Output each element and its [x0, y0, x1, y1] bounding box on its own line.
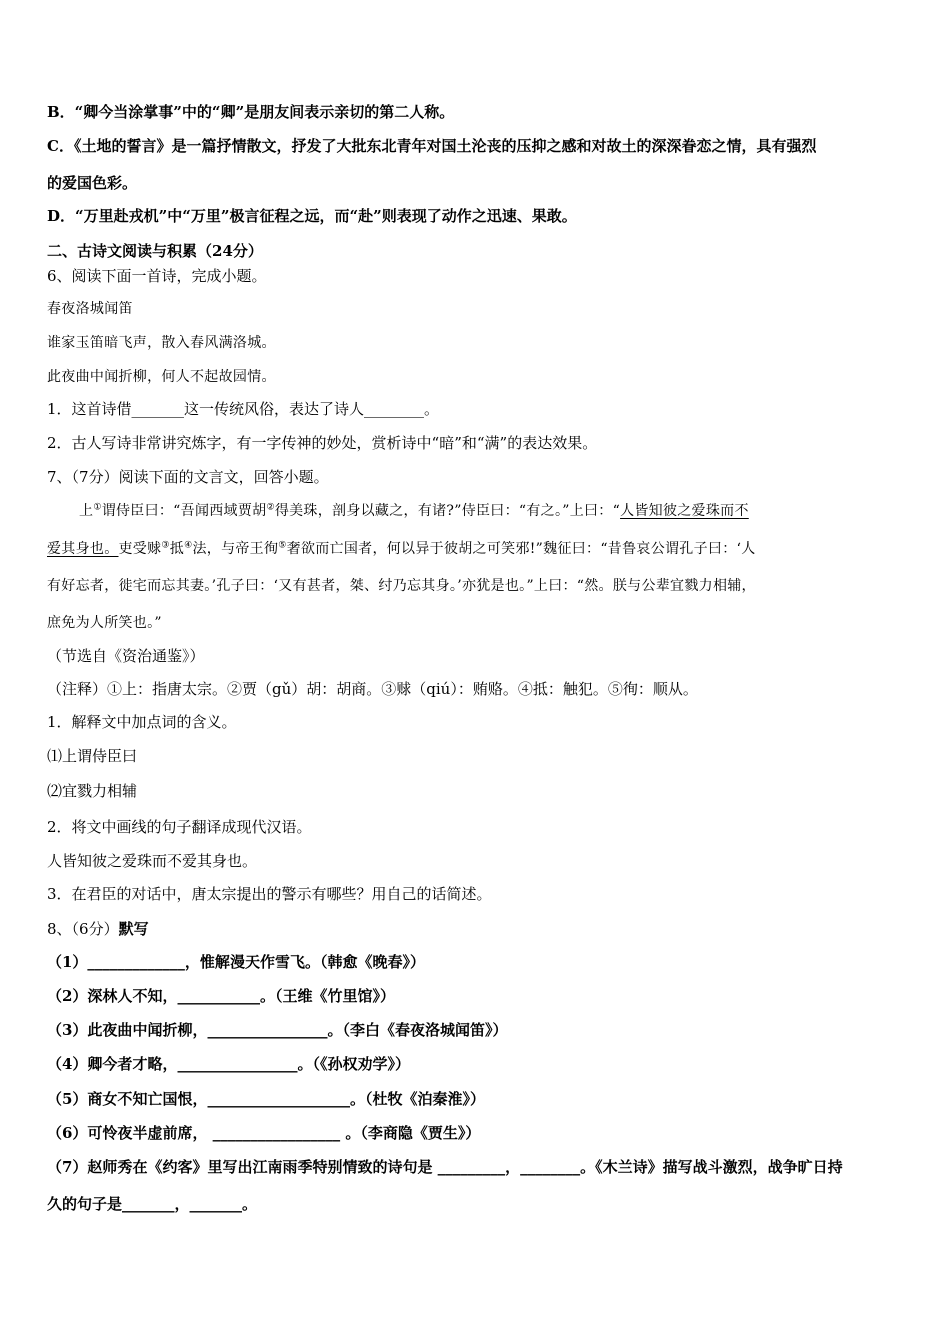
poem-title: 春夜洛城闻笛	[47, 301, 133, 317]
passage-text: 得美珠，剖身以藏之，有诸?”侍臣曰：“有之。”上曰：“	[274, 503, 621, 519]
q7-intro: 7、（7分）阅读下面的文言文，回答小题。	[47, 468, 329, 486]
q6-sub1: 1．这首诗借_______这一传统风俗，表达了诗人________。	[47, 400, 440, 418]
q8-item-7-line1: （7）赵师秀在《约客》里写出江南雨季特别情致的诗句是 _________，________。《木兰诗》描写战斗激烈，战争旷日持	[47, 1158, 843, 1176]
underlined-sentence: 人皆知彼之爱珠而不	[620, 503, 749, 519]
passage-notes: （注释）①上：指唐太宗。②贾（gǔ）胡：胡商。③赇（qiú）：贿赂。④抵：触犯。⑤徇：顺从。	[47, 680, 698, 698]
passage-line-4: 庶免为人所笑也。”	[47, 615, 162, 631]
note-marker: ①	[93, 502, 102, 513]
q8-intro	[47, 919, 149, 939]
passage-source: （节选自《资治通鉴》）	[47, 647, 205, 665]
passage-text: 抵	[169, 541, 185, 557]
q7-sub2-sentence: 人皆知彼之爱珠而不爱其身也。	[47, 852, 258, 870]
option-b: B．“卿今当涂掌事”中的“卿”是朋友间表示亲切的第二人称。	[47, 103, 455, 121]
passage-text: 法，与帝王徇	[192, 541, 279, 557]
note-marker: ③	[161, 540, 170, 551]
passage-text: 上	[79, 503, 94, 519]
q6-intro: 6、阅读下面一首诗，完成小题。	[47, 267, 267, 285]
passage-text: 谓侍臣曰：“吾闻西域贾胡	[101, 503, 267, 519]
poem-line-2: 此夜曲中闻折柳，何人不起故园情。	[47, 369, 276, 385]
passage-line-2	[47, 539, 756, 559]
passage-text: 吏受赇	[118, 541, 162, 557]
note-marker: ②	[266, 502, 275, 513]
passage-text: 奢欲而亡国者，何以异于彼胡之可笑邪!”魏征曰：“昔鲁哀公谓孔子曰：‘人	[286, 541, 756, 557]
q8-item-7-line2: 久的句子是_______，_______。	[47, 1195, 258, 1213]
q7-sub1-a: ⑴上谓侍臣曰	[47, 747, 138, 765]
option-c-line2: 的爱国色彩。	[47, 174, 138, 192]
q6-sub2: 2．古人写诗非常讲究炼字，有一字传神的妙处，赏析诗中“暗”和“满”的表达效果。	[47, 434, 598, 452]
q8-title: 默写	[118, 920, 149, 938]
q8-item-3: （3）此夜曲中闻折柳，________________。（李白《春夜洛城闻笛》）	[47, 1021, 508, 1039]
passage-line-1	[79, 501, 749, 521]
q7-sub1-b: ⑵宜戮力相辅	[47, 782, 138, 800]
note-marker: ⑤	[278, 540, 287, 551]
q8-item-1: （1）_____________，惟解漫天作雪飞。（韩愈《晚春》）	[47, 953, 425, 971]
q8-item-6: （6）可怜夜半虚前席， _________________ 。（李商隐《贾生》）	[47, 1124, 481, 1142]
q8-number: 8、（6分）	[47, 920, 119, 938]
underlined-sentence: 爱其身也。	[47, 541, 119, 557]
passage-line-3: 有好忘者，徙宅而忘其妻。’孔子曰：‘又有甚者，桀、纣乃忘其身。’亦犹是也。”上曰：“然。朕与公辈宜戮力相辅，	[47, 578, 756, 594]
option-c-line1: C．《土地的誓言》是一篇抒情散文，抒发了大批东北青年对国土沦丧的压抑之感和对故土的深深眷恋之情，具有强烈	[47, 137, 817, 155]
q8-item-2: （2）深林人不知，___________。（王维《竹里馆》）	[47, 987, 395, 1005]
q7-sub3: 3．在君臣的对话中，唐太宗提出的警示有哪些？用自己的话简述。	[47, 885, 492, 903]
q7-sub2: 2．将文中画线的句子翻译成现代汉语。	[47, 818, 312, 836]
q7-sub1: 1．解释文中加点词的含义。	[47, 713, 237, 731]
note-marker: ④	[184, 540, 193, 551]
poem-line-1: 谁家玉笛暗飞声，散入春风满洛城。	[47, 335, 276, 351]
q8-item-5: （5）商女不知亡国恨，___________________。（杜牧《泊秦淮》）	[47, 1090, 485, 1108]
section-heading: 二、古诗文阅读与积累（24分）	[47, 242, 263, 260]
q8-item-4: （4）卿今者才略，________________。（《孙权劝学》）	[47, 1055, 410, 1073]
option-d: D．“万里赴戎机”中“万里”极言征程之远，而“赴”则表现了动作之迅速、果敢。	[47, 207, 577, 225]
